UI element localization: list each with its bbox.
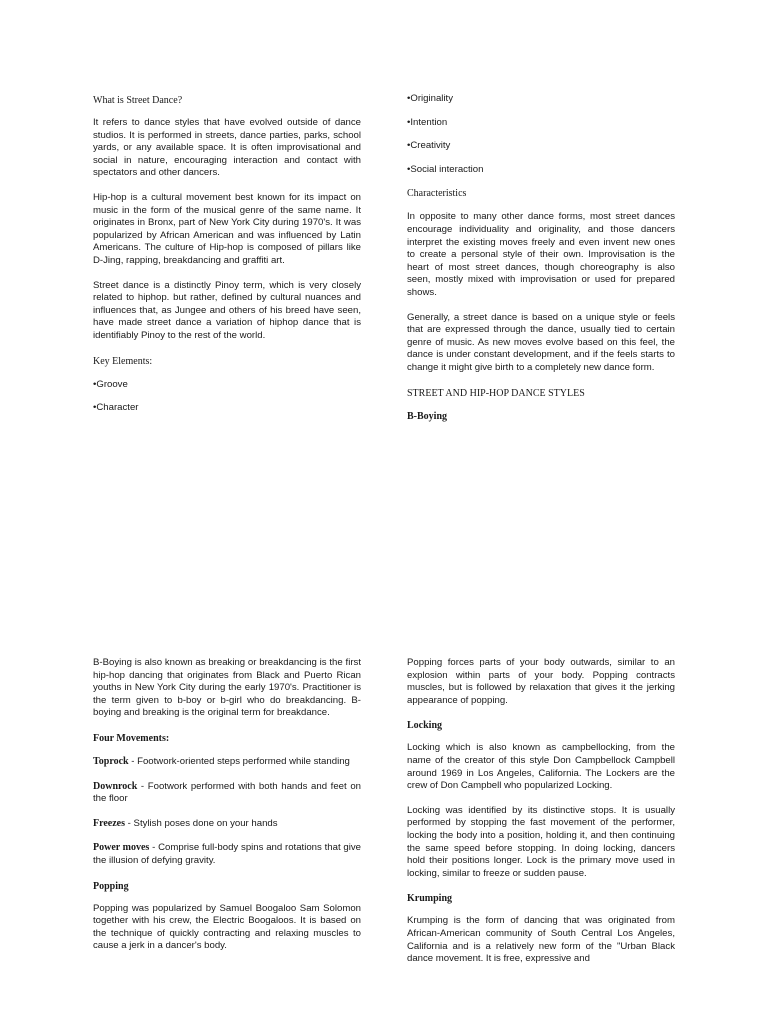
bullet-social-interaction: •Social interaction [407,163,484,175]
heading-krumping: Krumping [407,893,453,905]
bullet-groove: •Groove [93,378,128,390]
move-toprock [93,756,361,769]
bullet-creativity: •Creativity [407,140,451,152]
paragraph-krumping: Krumping is the form of dancing that was originated from African-American community of South Central Los Angeles, California and is a relatively new form of the "Urban Black dance movement. It is free, expressive and [407,915,675,965]
move-term: Downrock [93,780,138,792]
paragraph-locking-technique: Locking was identified by its distinctive stops. It is usually performed by stopping the fast movement of the performer, locking the body into a position, holding it, and then continuing the same speed before stopping. In doing locking, dancers hold their positions longer. Lock is the primary move used in locking, similar to freeze or sudden pause. [407,804,675,879]
heading-locking: Locking [407,720,443,732]
paragraph-locking-origin: Locking which is also known as campbellocking, from the name of the creator of this style Don Campbellock Campbell around 1969 in Los Angeles, California. The Lockers are the crew of Don Campbell who popularized Locking. [407,742,675,792]
heading-characteristics: Characteristics [407,188,467,200]
move-freezes [93,818,361,831]
move-term: Freezes [93,817,126,829]
paragraph-style-feel: Generally, a street dance is based on a unique style or feels that are expressed through the dance, usually tied to certain genre of music. As new moves evolve based on this feel, the dance is under constant development, and if the feels starts to change it might give birth to a completely new dance form. [407,311,675,373]
move-desc: - Footwork performed with both hands and feet on the floor [93,780,361,805]
paragraph-hiphop: Hip-hop is a cultural movement best known for its impact on music in the form of the musical genre of the same name. It originates in Bronx, part of New York City during 1970's. It was popularized by African American and was influenced by Latin Americans. The culture of Hip-hop is composed of pillars like D-Jing, rapping, breakdancing and graffiti art. [93,191,361,266]
move-desc: - Comprise full-body spins and rotations that give the illusion of defying gravity. [93,842,362,866]
heading-four-movements: Four Movements: [93,732,170,744]
paragraph-b-boying: B-Boying is also known as breaking or breakdancing is the first hip-hop dancing that originates from Black and Puerto Rican youths in New York City during the early 1970's. Practitioner is the term given to b-boy or b-girl who do breakdancing. B-boying and breaking is the original term for breakdance. [93,657,361,719]
paragraph-pinoy-street-dance: Street dance is a distinctly Pinoy term, which is very closely related to hiphop. but rather, defined by cultural nuances and influences that, as Jungee and others of his breed have seen, have made street dance a variation of hiphop dance that is identifiably Pinoy to the rest of the world. [93,279,361,341]
heading-street-hiphop-styles: STREET AND HIP-HOP DANCE STYLES [407,387,585,399]
page2-left-column [93,657,361,965]
heading-b-boying: B-Boying [407,410,448,422]
paragraph-popping-continued: Popping forces parts of your body outwards, similar to an explosion within parts of your body. Popping contracts muscles, but is followed by relaxation that gives it the jerking appearance of popping. [407,657,675,706]
paragraph-characteristics: In opposite to many other dance forms, most street dances encourage individuality and originality, and those dancers interpret the existing moves freely and even invent new ones to create a personal style of their own. Improvisation is the heart of most street dances, though choreography is also seen, mostly mixed with improvisation or used for prepared shows. [407,211,675,298]
paragraph-popping: Popping was popularized by Samuel Boogaloo Sam Solomon together with his crew, the Electric Boogaloos. It is based on the technique of quickly contracting and relaxing muscles to cause a jerk in a dancer's body. [93,902,361,952]
bullet-character: •Character [93,402,139,414]
bullet-intention: •Intention [407,116,448,128]
move-term: Power moves [93,842,150,854]
heading-key-elements: Key Elements: [93,355,153,367]
move-desc: - Stylish poses done on your hands [125,817,278,829]
move-downrock [93,781,361,806]
section-title-what-is-street-dance: What is Street Dance? [93,95,183,106]
move-power-moves [93,842,361,867]
page1-right-column [407,93,675,435]
page1-left-column [93,94,361,426]
bullet-originality: •Originality [407,93,454,104]
heading-popping: Popping [93,880,129,892]
move-desc: - Footwork-oriented steps performed while standing [128,755,350,767]
move-term: Toprock [93,755,129,767]
paragraph-definition: It refers to dance styles that have evolved outside of dance studios. It is performed in streets, dance parties, parks, school yards, or any available space. It is often improvisational and social in nature, encouraging interaction and contact with spectators and other dancers. [93,117,361,179]
page2-right-column [407,657,675,978]
